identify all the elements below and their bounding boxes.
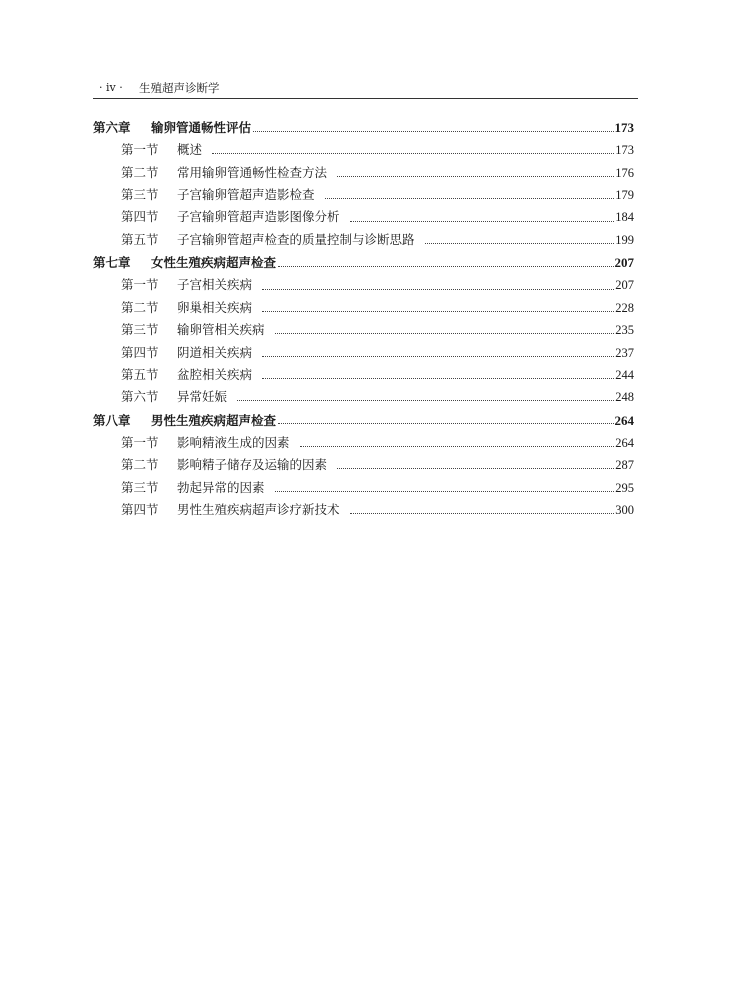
toc-section-row (93, 184, 634, 206)
section-title: 常用输卵管通畅性检查方法 (177, 164, 328, 180)
toc-chapter-row (93, 409, 634, 432)
toc-section-row (93, 386, 634, 408)
book-title: 生殖超声诊断学 (139, 81, 220, 95)
toc-section-row (93, 162, 634, 184)
section-number: 第一节 (121, 277, 159, 293)
dot-leader (350, 512, 615, 514)
dot-leader (262, 355, 614, 357)
section-number: 第二节 (121, 457, 159, 473)
section-title: 阴道相关疾病 (177, 344, 253, 360)
section-number: 第三节 (121, 479, 159, 495)
page-reference: 199 (615, 232, 634, 247)
dot-leader (325, 197, 615, 199)
toc-section-row (93, 342, 634, 364)
chapter-number: 第七章 (93, 255, 131, 271)
section-number: 第四节 (121, 344, 159, 360)
page-reference: 179 (615, 187, 634, 202)
page-reference: 295 (615, 480, 634, 495)
section-number: 第二节 (121, 299, 159, 315)
section-title: 子宫相关疾病 (177, 277, 253, 293)
section-number: 第一节 (121, 434, 159, 450)
section-number: 第二节 (121, 164, 159, 180)
section-title: 概述 (177, 142, 203, 158)
section-title: 影响精液生成的因素 (177, 434, 290, 450)
section-number: 第三节 (121, 322, 159, 338)
dot-leader (278, 265, 613, 267)
page-reference: 235 (615, 323, 634, 338)
page-reference: 184 (615, 210, 634, 225)
section-title: 勃起异常的因素 (177, 479, 265, 495)
page-reference: 207 (615, 278, 634, 293)
page-reference: 207 (614, 255, 634, 271)
dot-leader (212, 152, 614, 154)
section-title: 子宫输卵管超声造影图像分析 (177, 209, 340, 225)
section-number: 第四节 (121, 209, 159, 225)
dot-leader (262, 288, 614, 290)
dot-leader (300, 445, 615, 447)
chapter-title: 女性生殖疾病超声检查 (151, 255, 277, 271)
dot-leader (337, 175, 614, 177)
section-title: 异常妊娠 (177, 389, 228, 405)
toc-section-row (93, 229, 634, 251)
section-title: 子宫输卵管超声造影检查 (177, 186, 315, 202)
page-reference: 264 (615, 435, 634, 450)
table-of-contents (93, 116, 634, 521)
page-reference: 237 (615, 345, 634, 360)
dot-leader (275, 332, 615, 334)
dot-leader (237, 399, 614, 401)
section-number: 第五节 (121, 231, 159, 247)
dot-leader (275, 490, 615, 492)
toc-section-row (93, 297, 634, 319)
toc-section-row (93, 274, 634, 296)
page-reference: 173 (615, 143, 634, 158)
page-reference: 244 (615, 367, 634, 382)
toc-section-row (93, 206, 634, 228)
dot-leader (350, 220, 615, 222)
chapter-title: 男性生殖疾病超声检查 (151, 412, 277, 428)
page-reference: 176 (615, 165, 634, 180)
toc-section-row (93, 319, 634, 341)
toc-chapter-row (93, 251, 634, 274)
section-number: 第三节 (121, 186, 159, 202)
toc-section-row (93, 432, 634, 454)
dot-leader (253, 130, 613, 132)
toc-section-row (93, 499, 634, 521)
page-reference: 248 (615, 390, 634, 405)
section-title: 盆腔相关疾病 (177, 366, 253, 382)
section-title: 男性生殖疾病超声诊疗新技术 (177, 502, 340, 518)
toc-section-row (93, 139, 634, 161)
dot-leader (337, 467, 614, 469)
dot-leader (262, 310, 614, 312)
section-number: 第四节 (121, 502, 159, 518)
section-number: 第五节 (121, 366, 159, 382)
section-title: 影响精子储存及运输的因素 (177, 457, 328, 473)
toc-section-row (93, 454, 634, 476)
running-header (93, 79, 638, 99)
chapter-number: 第六章 (93, 120, 131, 135)
section-title: 输卵管相关疾病 (177, 322, 265, 338)
toc-section-row (93, 364, 634, 386)
section-number: 第六节 (121, 389, 159, 405)
page-reference: 173 (614, 120, 634, 135)
chapter-number: 第八章 (93, 412, 131, 428)
chapter-title: 输卵管通畅性评估 (151, 120, 252, 135)
toc-section-row (93, 477, 634, 499)
section-title: 卵巢相关疾病 (177, 299, 253, 315)
page-reference: 287 (615, 458, 634, 473)
dot-leader (262, 377, 614, 379)
page-reference: 228 (615, 300, 634, 315)
page-number: · iv · (99, 81, 123, 94)
section-number: 第一节 (121, 142, 159, 158)
toc-chapter-row (93, 116, 634, 139)
page-reference: 264 (614, 412, 634, 428)
page-reference: 300 (615, 503, 634, 518)
dot-leader (425, 242, 615, 244)
section-title: 子宫输卵管超声检查的质量控制与诊断思路 (177, 231, 415, 247)
dot-leader (278, 422, 613, 424)
